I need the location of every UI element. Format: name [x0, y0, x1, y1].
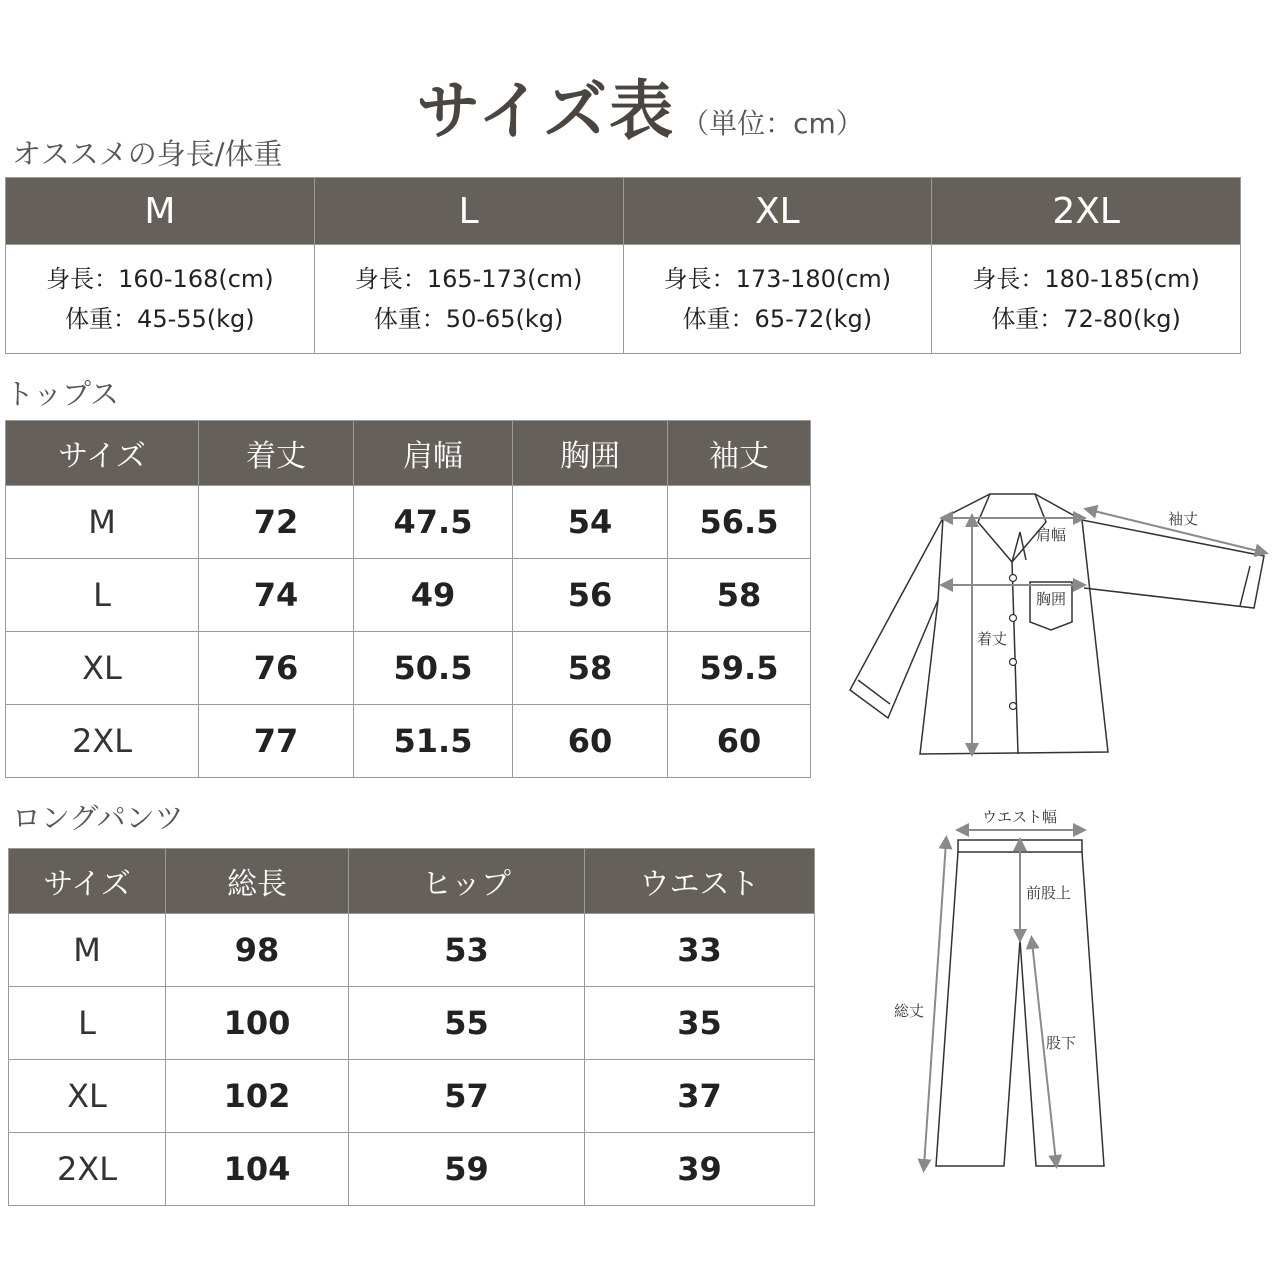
tops-heading: トップス [5, 377, 119, 411]
height-range: 身長：160-168(cm) [46, 265, 274, 293]
value-cell: 54 [513, 486, 668, 559]
value-cell: 35 [585, 987, 815, 1060]
pants-header-waist: ウエスト [585, 849, 815, 914]
recommend-heading: オススメの身長/体重 [12, 137, 283, 171]
table-row [6, 632, 811, 705]
recommend-cell-2xl [932, 245, 1241, 354]
sleeve-label: 袖丈 [1168, 510, 1199, 528]
pants-header-size: サイズ [9, 849, 166, 914]
value-cell: 56 [513, 559, 668, 632]
weight-range: 体重：72-80(kg) [991, 305, 1181, 333]
value-cell: 102 [166, 1060, 349, 1133]
recommend-cell-xl [623, 245, 932, 354]
size-cell: 2XL [6, 705, 199, 778]
height-range: 身長：173-180(cm) [663, 265, 892, 293]
value-cell: 100 [166, 987, 349, 1060]
value-cell: 33 [585, 914, 815, 987]
value-cell: 49 [354, 559, 513, 632]
recommend-size-l: L [314, 178, 623, 245]
value-cell: 76 [199, 632, 354, 705]
recommend-table [5, 177, 1241, 354]
table-row [9, 1060, 815, 1133]
pants-header-hip: ヒップ [349, 849, 585, 914]
value-cell: 55 [349, 987, 585, 1060]
pants-outline [936, 840, 1104, 1166]
value-cell: 58 [668, 559, 811, 632]
table-row [6, 705, 811, 778]
rise-label: 前股上 [1026, 884, 1072, 902]
value-cell: 72 [199, 486, 354, 559]
value-cell: 59.5 [668, 632, 811, 705]
pants-header-total-length: 総長 [166, 849, 349, 914]
value-cell: 98 [166, 914, 349, 987]
pants-header-row [9, 849, 815, 914]
tops-header-shoulder: 肩幅 [354, 421, 513, 486]
value-cell: 37 [585, 1060, 815, 1133]
value-cell: 58 [513, 632, 668, 705]
tops-header-chest: 胸囲 [513, 421, 668, 486]
pants-heading: ロングパンツ [12, 801, 184, 835]
total-length-label: 総丈 [894, 1002, 925, 1020]
length-label: 着丈 [977, 630, 1008, 648]
recommend-cell-m [6, 245, 315, 354]
weight-range: 体重：65-72(kg) [682, 305, 873, 333]
table-row [9, 987, 815, 1060]
tops-header-length: 着丈 [199, 421, 354, 486]
height-range: 身長：165-173(cm) [354, 265, 583, 293]
shoulder-label: 肩幅 [1036, 526, 1067, 544]
weight-range: 体重：45-55(kg) [65, 305, 255, 333]
waist-label: ウエスト幅 [982, 808, 1058, 826]
value-cell: 60 [513, 705, 668, 778]
table-row [6, 486, 811, 559]
recommend-cell-l [314, 245, 623, 354]
value-cell: 77 [199, 705, 354, 778]
size-cell: M [9, 914, 166, 987]
value-cell: 59 [349, 1133, 585, 1206]
tops-header-row [6, 421, 811, 486]
value-cell: 104 [166, 1133, 349, 1206]
chest-label: 胸囲 [1036, 590, 1067, 608]
recommend-size-m: M [6, 178, 315, 245]
value-cell: 60 [668, 705, 811, 778]
weight-range: 体重：50-65(kg) [373, 305, 564, 333]
size-cell: XL [6, 632, 199, 705]
title-text: サイズ表 [416, 74, 676, 149]
tops-table [5, 420, 811, 778]
inseam-label: 股下 [1046, 1034, 1077, 1052]
value-cell: 56.5 [668, 486, 811, 559]
height-range: 身長：180-185(cm) [972, 265, 1200, 293]
recommend-header-row [6, 178, 1241, 245]
shirt-outline [850, 494, 1264, 754]
tops-header-sleeve: 袖丈 [668, 421, 811, 486]
shirt-buttons [1010, 575, 1017, 710]
value-cell: 50.5 [354, 632, 513, 705]
value-cell: 74 [199, 559, 354, 632]
pants-table [8, 848, 815, 1206]
table-row [9, 914, 815, 987]
size-cell: M [6, 486, 199, 559]
value-cell: 51.5 [354, 705, 513, 778]
recommend-body-row [6, 245, 1241, 354]
value-cell: 47.5 [354, 486, 513, 559]
size-cell: L [6, 559, 199, 632]
size-cell: L [9, 987, 166, 1060]
recommend-size-xl: XL [623, 178, 932, 245]
value-cell: 53 [349, 914, 585, 987]
value-cell: 39 [585, 1133, 815, 1206]
table-row [9, 1133, 815, 1206]
tops-header-size: サイズ [6, 421, 199, 486]
size-cell: 2XL [9, 1133, 166, 1206]
table-row [6, 559, 811, 632]
value-cell: 57 [349, 1060, 585, 1133]
unit-text: （単位：cm） [681, 107, 864, 140]
size-cell: XL [9, 1060, 166, 1133]
recommend-size-2xl: 2XL [932, 178, 1241, 245]
